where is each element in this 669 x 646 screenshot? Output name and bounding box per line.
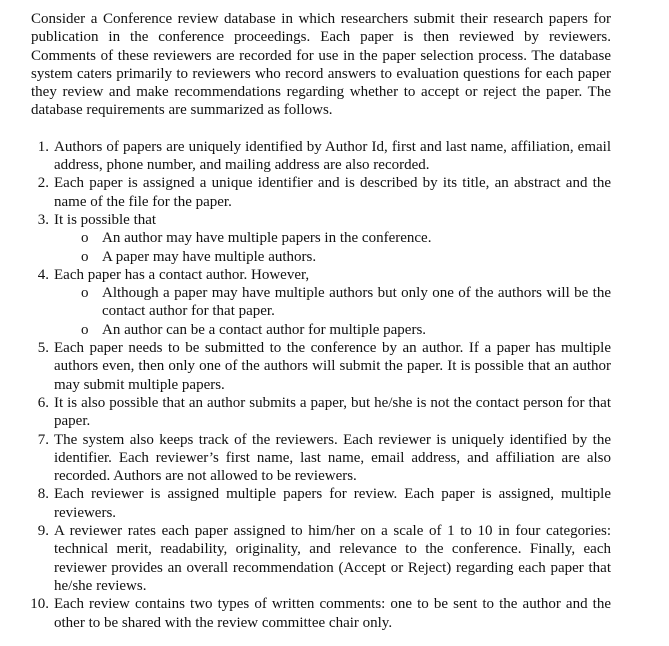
item-number: 4.	[37, 266, 49, 283]
list-item	[31, 266, 611, 284]
item-text: Each reviewer is assigned multiple papers for review. Each paper is assigned, multiple reviewers.	[54, 486, 611, 521]
list-item	[31, 431, 611, 486]
item-number: 8.	[37, 486, 49, 503]
sub-list-item	[79, 284, 611, 321]
item-text: Authors of papers are uniquely identified by Author Id, first and last name, affiliation, email address, phone number, and mailing address are also recorded.	[54, 138, 611, 174]
sub-list-item	[79, 248, 611, 266]
sub-item-text: An author can be a contact author for multiple papers.	[102, 321, 427, 338]
item-number: 3.	[37, 211, 49, 228]
intro-paragraph: Consider a Conference review database in which researchers submit their research papers for publication in the conference proceedings. Each paper is then reviewed by reviewers. Comments of these reviewers are recorded for use in the paper selection process. The database system caters primarily to reviewers who record answers to evaluation questions for each paper they review and make recommendations regarding whether to accept or reject the paper. The database requirements are summarized as follows.	[31, 11, 611, 119]
list-item	[31, 595, 611, 632]
item-text: It is also possible that an author submits a paper, but he/she is not the contact person for that paper.	[54, 394, 611, 430]
item-text: It is possible that	[54, 211, 157, 228]
bullet-icon: o	[81, 230, 89, 247]
item-text: Each paper needs to be submitted to the conference by an author. If a paper has multiple authors even, then only one of the authors will submit the paper. It is possible that an author may submit multiple papers.	[54, 340, 611, 393]
list-item	[31, 211, 611, 229]
item-text: Each paper is assigned a unique identifier and is described by its title, an abstract and the name of the file for the paper.	[54, 175, 611, 210]
item-number: 2.	[37, 175, 49, 192]
item-number: 5.	[37, 340, 49, 357]
sub-item-text: A paper may have multiple authors.	[102, 248, 317, 265]
sub-list-item	[79, 229, 611, 247]
list-item	[31, 485, 611, 522]
sub-list	[31, 284, 611, 339]
bullet-icon: o	[81, 321, 89, 338]
bullet-icon: o	[81, 285, 89, 302]
list-item	[31, 138, 611, 175]
sub-item-text: An author may have multiple papers in the conference.	[102, 230, 432, 247]
item-number: 1.	[37, 138, 49, 155]
item-number: 7.	[37, 431, 49, 448]
sub-list-item	[79, 321, 611, 339]
item-text: A reviewer rates each paper assigned to him/her on a scale of 1 to 10 in four categories: technical merit, readability, originality, and relevance to the conference. Finally, each reviewer provides an overall recommendation (Accept or Reject) regarding each paper that he/she reviews.	[54, 523, 611, 594]
sub-list	[31, 229, 611, 266]
sublist-container	[31, 229, 611, 266]
list-item	[31, 522, 611, 595]
list-item	[31, 339, 611, 394]
requirements-list	[31, 138, 611, 632]
list-item	[31, 394, 611, 431]
item-text: Each review contains two types of written comments: one to be sent to the author and the other to be shared with the review committee chair only.	[54, 596, 611, 631]
list-item	[31, 174, 611, 211]
item-text: Each paper has a contact author. However,	[54, 266, 310, 283]
item-number: 9.	[37, 523, 49, 540]
item-text: The system also keeps track of the reviewers. Each reviewer is uniquely identified by the identifier. Each reviewer’s first name, last name, email address, and affiliation are also recorded. Authors are not allowed to be reviewers.	[54, 431, 611, 485]
bullet-icon: o	[81, 248, 89, 265]
item-number: 6.	[37, 394, 49, 411]
sublist-container	[31, 284, 611, 339]
item-number: 10.	[30, 596, 49, 613]
sub-item-text: Although a paper may have multiple authors but only one of the authors will be the contact author for that paper.	[102, 285, 611, 320]
